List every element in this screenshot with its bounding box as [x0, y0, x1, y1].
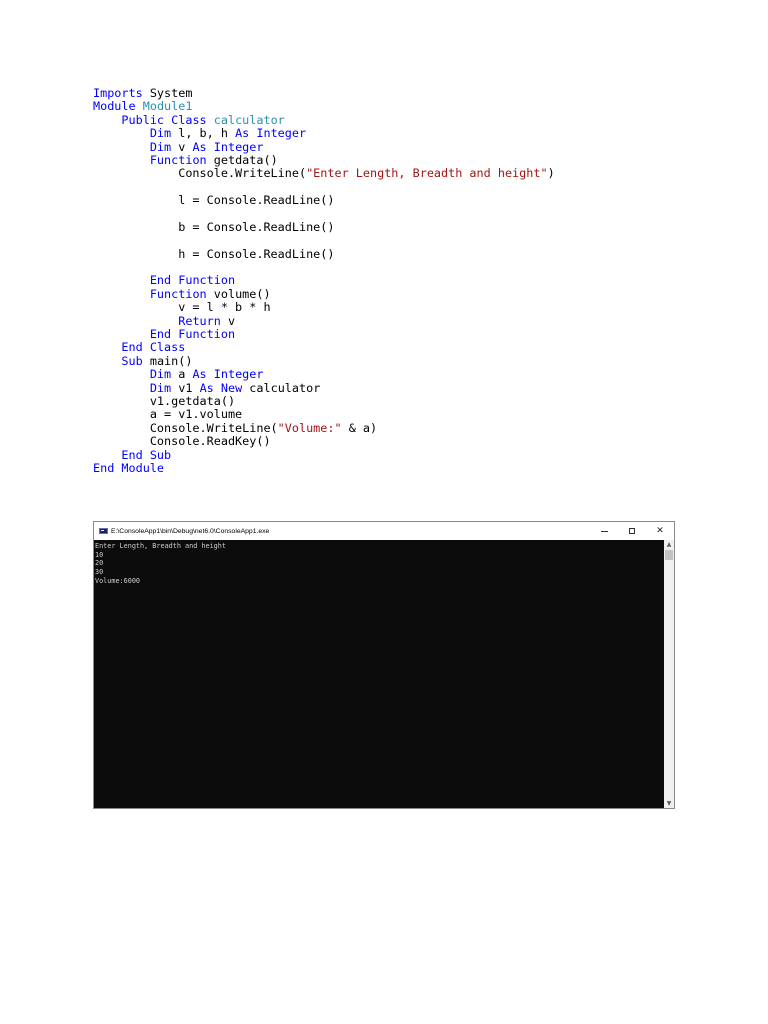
code-token [136, 99, 143, 113]
code-token: Sub [121, 353, 143, 368]
minimize-icon [601, 531, 608, 532]
console-scrollbar[interactable] [664, 540, 674, 808]
code-line [93, 382, 555, 395]
code-line [93, 87, 555, 100]
code-line [93, 100, 555, 113]
code-token [93, 340, 121, 354]
code-token: a [171, 367, 193, 382]
code-token [93, 327, 150, 341]
code-token: Imports [93, 86, 143, 100]
code-token: l = Console.ReadLine() [93, 193, 335, 208]
code-token: As New [199, 380, 243, 395]
code-line [93, 408, 555, 421]
code-line [93, 167, 555, 180]
code-token [93, 126, 150, 140]
console-titlebar[interactable] [94, 522, 674, 540]
code-token: As Integer [192, 139, 264, 154]
code-token [93, 314, 178, 328]
code-line [93, 261, 555, 274]
code-token: Public Class [121, 112, 207, 127]
code-line [93, 328, 555, 341]
code-line [93, 368, 555, 381]
code-token: Console.ReadKey() [93, 434, 271, 449]
code-token: End Function [149, 273, 236, 288]
code-line [93, 395, 555, 408]
code-token: calculator [242, 380, 321, 395]
code-line [93, 141, 555, 154]
console-app-icon [99, 528, 108, 534]
code-token [207, 113, 214, 127]
code-line [93, 154, 555, 167]
code-line [93, 462, 555, 475]
code-token: ) [547, 166, 555, 181]
console-output-line: 30 [95, 568, 104, 577]
code-line [93, 315, 555, 328]
code-token: End Function [149, 327, 236, 342]
code-line [93, 341, 555, 354]
code-token [93, 273, 150, 287]
code-token [93, 287, 150, 301]
code-line [93, 221, 555, 234]
scroll-up-icon[interactable]: ▲ [666, 541, 672, 548]
code-line [93, 355, 555, 368]
code-line [93, 114, 555, 127]
code-token: Dim [149, 139, 172, 154]
console-output-line: Volume:6000 [95, 576, 141, 585]
code-token [93, 448, 121, 462]
code-token: Console.WriteLine( [93, 420, 278, 435]
code-token: Dim [149, 367, 172, 382]
code-token: volume() [206, 286, 271, 301]
scroll-down-icon[interactable]: ▼ [666, 800, 672, 807]
minimize-button[interactable] [590, 522, 618, 540]
code-token: End Sub [121, 447, 172, 462]
console-window[interactable] [93, 521, 675, 809]
code-token: v1.getdata() [93, 393, 236, 408]
code-token: "Volume:" [277, 420, 342, 435]
code-token: main() [142, 353, 193, 368]
code-token: v = l * b * h [93, 300, 271, 315]
maximize-button[interactable] [618, 522, 646, 540]
code-line [93, 208, 555, 221]
code-line [93, 194, 555, 207]
code-line [93, 422, 555, 435]
code-token [93, 113, 121, 127]
code-token [93, 367, 150, 381]
scroll-thumb[interactable] [665, 550, 673, 560]
code-token: As Integer [235, 126, 307, 141]
code-token: calculator [213, 112, 285, 127]
code-token: Dim [149, 380, 172, 395]
code-token: Module [93, 99, 136, 114]
code-token: v [171, 139, 193, 154]
code-token: h = Console.ReadLine() [93, 246, 335, 261]
code-line [93, 127, 555, 140]
code-token: b = Console.ReadLine() [93, 219, 335, 234]
code-token: "Enter Length, Breadth and height" [306, 166, 548, 181]
code-token: Return [178, 313, 221, 328]
console-title: E:\ConsoleApp1\bin\Debug\net6.0\ConsoleApp1.exe [111, 527, 270, 535]
code-line [93, 234, 555, 247]
code-token [93, 140, 150, 154]
code-token: Console.WriteLine( [93, 166, 307, 181]
console-output-line: Enter Length, Breadth and height [95, 542, 226, 550]
code-token: Function [149, 152, 207, 167]
close-button[interactable] [646, 522, 674, 540]
console-output-line: 10 [95, 550, 104, 559]
code-line [93, 274, 555, 287]
code-token: As Integer [192, 367, 264, 382]
code-line [93, 181, 555, 194]
code-token: v1 [171, 380, 200, 395]
code-token: getdata() [206, 152, 278, 167]
code-line [93, 301, 555, 314]
code-token: End Module [93, 460, 165, 475]
code-token [93, 354, 121, 368]
code-token: Module1 [142, 99, 193, 114]
code-token: System [142, 86, 193, 100]
console-output[interactable] [94, 540, 665, 808]
code-line [93, 288, 555, 301]
code-token: Dim [149, 126, 172, 141]
code-line [93, 449, 555, 462]
code-line [93, 248, 555, 261]
console-output-line: 20 [95, 559, 104, 568]
code-token [93, 153, 150, 167]
close-icon: ✕ [656, 526, 664, 536]
code-token: l, b, h [171, 126, 236, 141]
code-token: Function [149, 286, 207, 301]
code-listing [93, 87, 555, 475]
code-token: & a) [341, 420, 378, 435]
maximize-icon [629, 528, 635, 534]
code-token: a = v1.volume [93, 407, 243, 422]
code-token: End Class [121, 340, 186, 355]
code-line [93, 435, 555, 448]
code-token [93, 381, 150, 395]
code-token: v [220, 313, 236, 328]
